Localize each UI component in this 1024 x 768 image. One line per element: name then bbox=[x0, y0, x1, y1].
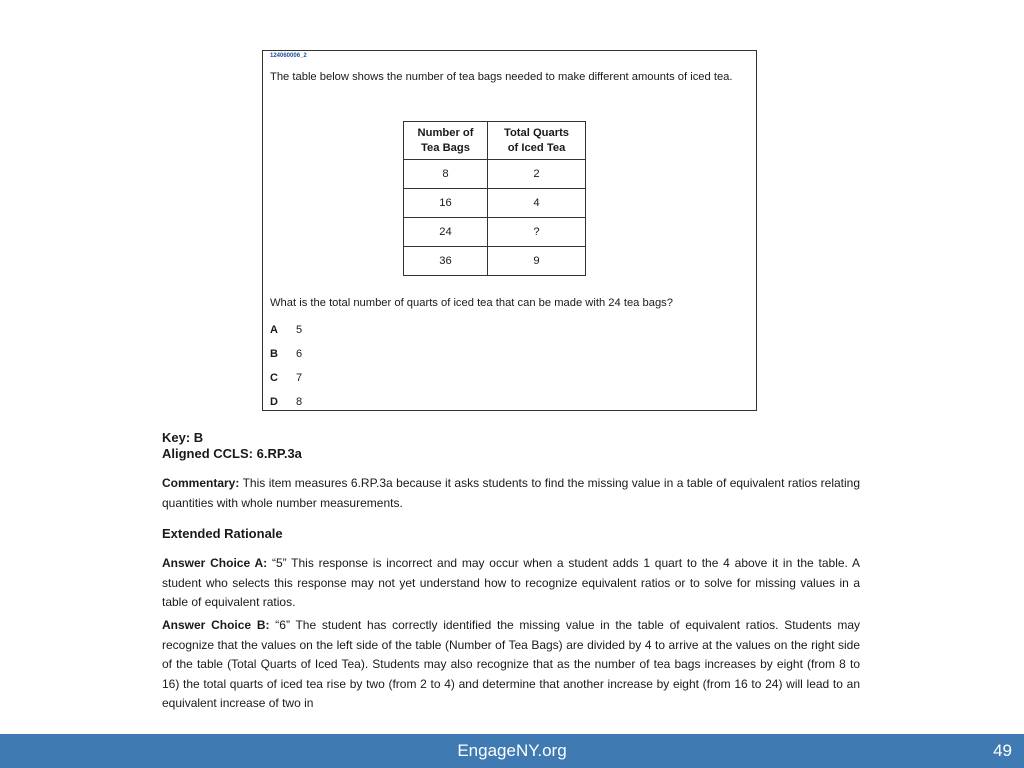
table-row bbox=[404, 189, 586, 218]
table-row bbox=[404, 160, 586, 189]
choice-value: 5 bbox=[296, 324, 303, 336]
item-stem: The table below shows the number of tea bags needed to make different amounts of iced tea. bbox=[270, 71, 733, 83]
choice-b bbox=[270, 348, 302, 360]
item-id: 124060006_2 bbox=[270, 53, 307, 59]
tea-bags-table bbox=[403, 121, 586, 276]
choice-value: 8 bbox=[296, 396, 303, 408]
choice-letter: C bbox=[270, 372, 278, 384]
table-header-tea-bags: Number of Tea Bags bbox=[404, 122, 488, 160]
extended-rationale-title: Extended Rationale bbox=[162, 526, 283, 541]
table-cell: 36 bbox=[404, 247, 488, 276]
footer-brand: EngageNY.org bbox=[457, 741, 567, 760]
choice-a bbox=[270, 324, 302, 336]
table-cell: 24 bbox=[404, 218, 488, 247]
choice-a-label: Answer Choice A: bbox=[162, 556, 268, 570]
table-row bbox=[404, 247, 586, 276]
choice-d bbox=[270, 396, 302, 408]
table-cell: 9 bbox=[488, 247, 586, 276]
commentary-label: Commentary: bbox=[162, 476, 240, 490]
choice-a-text: “5” This response is incorrect and may occur when a student adds 1 quart to the 4 above it in the table. A student who selects this response may not yet understand how to recognize equivalent ratios or to solve for missing values in a table of equivalent ratios. bbox=[162, 556, 860, 609]
choice-value: 6 bbox=[296, 348, 303, 360]
table-row bbox=[404, 218, 586, 247]
choice-letter: D bbox=[270, 396, 278, 408]
item-question: What is the total number of quarts of iced tea that can be made with 24 tea bags? bbox=[270, 297, 673, 309]
table-cell: 4 bbox=[488, 189, 586, 218]
table-cell: 16 bbox=[404, 189, 488, 218]
table-cell: 8 bbox=[404, 160, 488, 189]
answer-choice-b-rationale bbox=[162, 616, 860, 714]
table-header-row bbox=[404, 122, 586, 160]
slide-footer bbox=[0, 734, 1024, 768]
choice-b-label: Answer Choice B: bbox=[162, 618, 270, 632]
choice-letter: A bbox=[270, 324, 278, 336]
answer-choice-a-rationale bbox=[162, 554, 860, 613]
aligned-ccls-line: Aligned CCLS: 6.RP.3a bbox=[162, 446, 302, 461]
choice-b-text: “6” The student has correctly identified the missing value in the table of equivalent ratios. Students may recognize that the values on the left side of the table (Number of Tea Bags) are divided by 4 to arrive at the values on the right side of the table (Total Quarts of Iced Tea). Students may also recognize that as the number of tea bags increases by eight (from 8 to 16) the total quarts of iced tea rise by two (from 2 to 4) and determine that another increase by eight (from 16 to 24) will lead to an equivalent increase of two in bbox=[162, 618, 861, 710]
choice-value: 7 bbox=[296, 372, 303, 384]
commentary-text: This item measures 6.RP.3a because it asks students to find the missing value in a table of equivalent ratios relating quantities with whole number measurements. bbox=[162, 476, 860, 510]
table-header-quarts: Total Quarts of Iced Tea bbox=[488, 122, 586, 160]
test-item-box bbox=[262, 50, 757, 411]
page-number: 49 bbox=[993, 741, 1012, 760]
commentary-paragraph bbox=[162, 474, 860, 513]
choice-c bbox=[270, 372, 302, 384]
answer-key bbox=[162, 430, 860, 462]
table-cell: ? bbox=[488, 218, 586, 247]
key-line: Key: B bbox=[162, 430, 204, 445]
table-cell: 2 bbox=[488, 160, 586, 189]
choice-letter: B bbox=[270, 348, 278, 360]
